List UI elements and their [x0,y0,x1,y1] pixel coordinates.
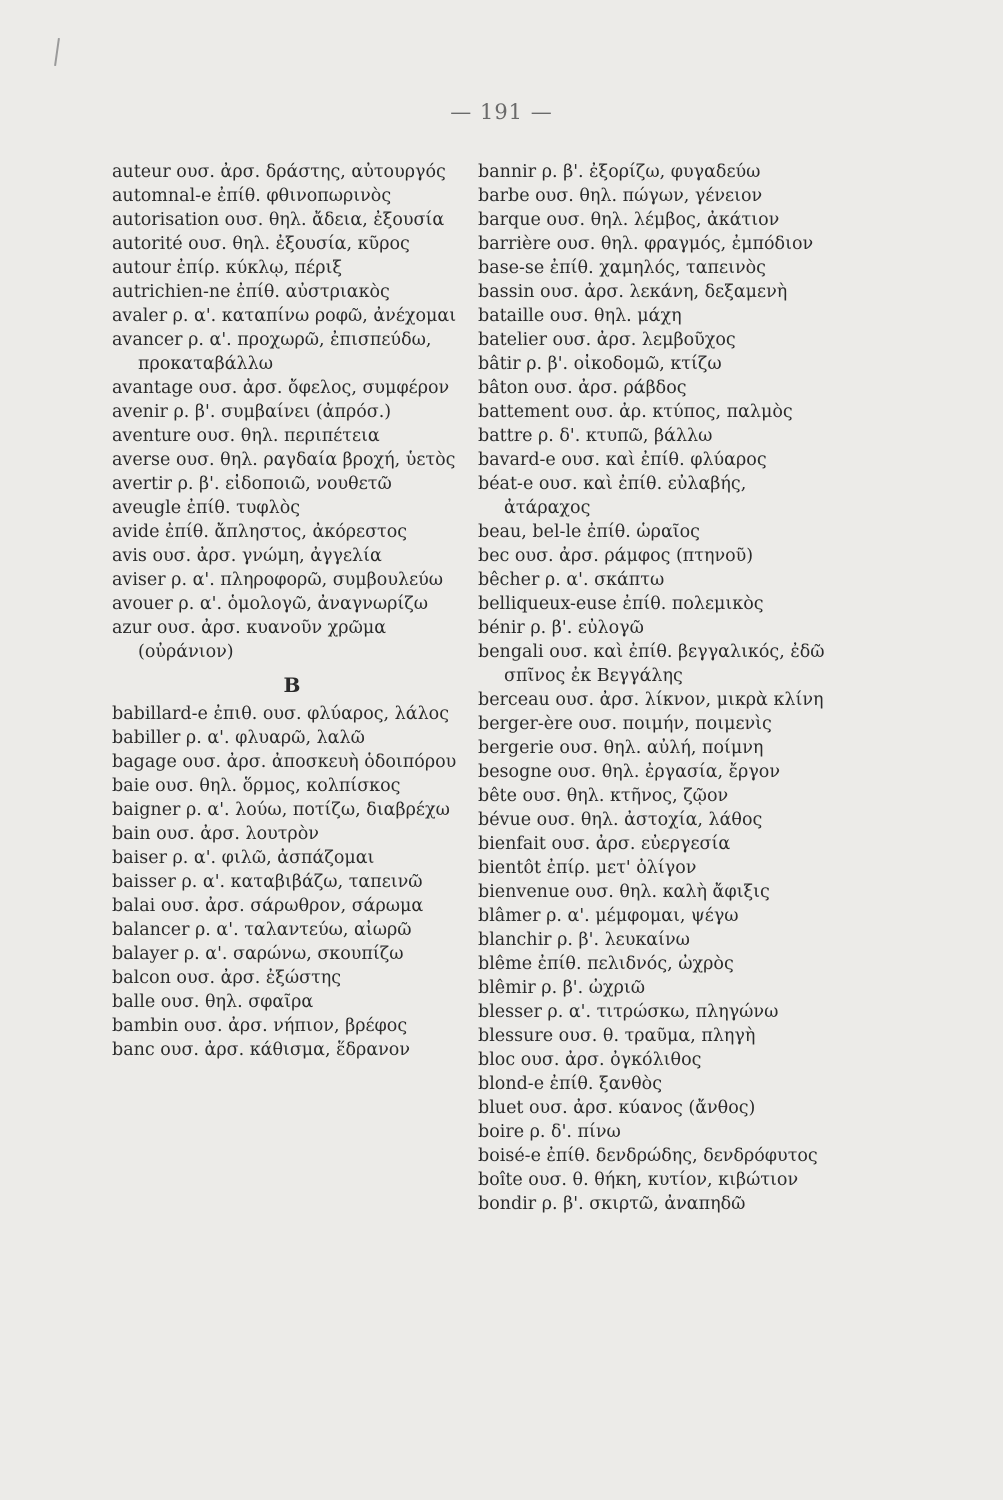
dictionary-entry: barque ουσ. θηλ. λέμβος, ἀκάτιον [478,210,780,230]
dictionary-entry: boisé-e ἐπίθ. δενδρώδης, δενδρόφυτος [478,1146,818,1166]
letter-heading: B [283,673,301,697]
dictionary-entry: baigner ρ. α'. λούω, ποτίζω, διαβρέχω [112,800,450,820]
dictionary-entry: avantage ουσ. ἀρσ. ὄφελος, συμφέρον [112,378,450,398]
dictionary-entry: auteur ουσ. ἀρσ. δράστης, αὐτουργός [112,162,446,182]
dictionary-entry: bloc ουσ. ἀρσ. ὀγκόλιθος [478,1050,702,1070]
page-number: — 191 — [450,100,553,124]
dictionary-entry: aviser ρ. α'. πληροφορῶ, συμβουλεύω [112,570,444,590]
dictionary-entry: bavard-e ουσ. καὶ ἐπίθ. φλύαρος [478,450,767,470]
dictionary-entry: bluet ουσ. ἀρσ. κύανος (ἄνθος) [478,1098,756,1118]
dictionary-entry: battement ουσ. ἀρ. κτύπος, παλμὸς [478,402,793,422]
dictionary-entry: berger-ère ουσ. ποιμήν, ποιμενὶς [478,714,772,734]
dictionary-entry: béat-e ουσ. καὶ ἐπίθ. εὐλαβής, ἀτάραχος [478,474,747,518]
dictionary-entry: besogne ουσ. θηλ. ἐργασία, ἔργον [478,762,780,782]
dictionary-entry: babiller ρ. α'. φλυαρῶ, λαλῶ [112,728,365,748]
dictionary-entry: bêcher ρ. α'. σκάπτω [478,570,665,590]
dictionary-entry: barrière ουσ. θηλ. φραγμός, ἐμπόδιον [478,234,814,254]
dictionary-entry: aventure ουσ. θηλ. περιπέτεια [112,426,380,446]
dictionary-entry: boîte ουσ. θ. θήκη, κυτίον, κιβώτιον [478,1170,799,1190]
dictionary-entry: baisser ρ. α'. καταβιβάζω, ταπεινῶ [112,872,423,892]
dictionary-entry: bâton ουσ. ἀρσ. ράβδος [478,378,687,398]
dictionary-entry: baie ουσ. θηλ. ὅρμος, κολπίσκος [112,776,401,796]
dictionary-entry: bâtir ρ. β'. οἰκοδομῶ, κτίζω [478,354,722,374]
dictionary-entry: blessure ουσ. θ. τραῦμα, πληγὴ [478,1026,756,1046]
dictionary-entry: baiser ρ. α'. φιλῶ, ἀσπάζομαι [112,848,375,868]
left-entries-after-heading [112,702,472,1062]
dictionary-entry: blanchir ρ. β'. λευκαίνω [478,930,690,950]
dictionary-entry: bergerie ουσ. θηλ. αὐλή, ποίμνη [478,738,764,758]
dictionary-entry: autorisation ουσ. θηλ. ἄδεια, ἐξουσία [112,210,445,230]
dictionary-entry: bengali ουσ. καὶ ἐπίθ. βεγγαλικός, ἐδῶ σπῖνος ἐκ Βεγγάλης [478,642,825,686]
dictionary-entry: blême ἐπίθ. πελιδνός, ὠχρὸς [478,954,734,974]
dictionary-entry: blêmir ρ. β'. ὠχριῶ [478,978,646,998]
dictionary-entry: bain ουσ. ἀρσ. λουτρὸν [112,824,319,844]
dictionary-entry: automnal-e ἐπίθ. φθινοπωρινὸς [112,186,392,206]
dictionary-entry: beau, bel-le ἐπίθ. ὡραῖος [478,522,700,542]
dictionary-entry: avis ουσ. ἀρσ. γνώμη, ἀγγελία [112,546,382,566]
dictionary-entry: avertir ρ. β'. εἰδοποιῶ, νουθετῶ [112,474,392,494]
dictionary-entry: barbe ουσ. θηλ. πώγων, γένειον [478,186,763,206]
dictionary-entry: bévue ουσ. θηλ. ἀστοχία, λάθος [478,810,763,830]
dictionary-entry: bataille ουσ. θηλ. μάχη [478,306,682,326]
dictionary-entry: azur ουσ. ἀρσ. κυανοῦν χρῶμα (οὐράνιον) [112,618,387,662]
dictionary-entry: bambin ουσ. ἀρσ. νήπιον, βρέφος [112,1016,408,1036]
dictionary-entry: blesser ρ. α'. τιτρώσκω, πληγώνω [478,1002,779,1022]
dictionary-entry: bienvenue ουσ. θηλ. καλὴ ἄφιξις [478,882,770,902]
dictionary-entry: bannir ρ. β'. ἐξορίζω, φυγαδεύω [478,162,761,182]
dictionary-entry: battre ρ. δ'. κτυπῶ, βάλλω [478,426,713,446]
dictionary-entry: bassin ουσ. ἀρσ. λεκάνη, δεξαμενὴ [478,282,788,302]
left-entries-before-heading [112,160,472,664]
right-entries [478,160,838,1216]
dictionary-entry: blâmer ρ. α'. μέμφομαι, ψέγω [478,906,739,926]
dictionary-entry: autrichien-ne ἐπίθ. αὐστριακὸς [112,282,390,302]
dictionary-entry: bondir ρ. β'. σκιρτῶ, ἀναπηδῶ [478,1194,746,1214]
dictionary-entry: avaler ρ. α'. καταπίνω ροφῶ, ἀνέχομαι [112,306,457,326]
dictionary-entry: batelier ουσ. ἀρσ. λεμβοῦχος [478,330,736,350]
dictionary-entry: bagage ουσ. ἀρσ. ἀποσκευὴ ὁδοιπόρου [112,752,457,772]
dictionary-entry: balle ουσ. θηλ. σφαῖρα [112,992,314,1012]
dictionary-entry: averse ουσ. θηλ. ραγδαία βροχή, ὑετὸς [112,450,456,470]
dictionary-entry: banc ουσ. ἀρσ. κάθισμα, ἕδρανον [112,1040,410,1060]
margin-mark [54,38,60,66]
dictionary-entry: babillard-e ἐπιθ. ουσ. φλύαρος, λάλος [112,704,450,724]
dictionary-entry: balancer ρ. α'. ταλαντεύω, αἰωρῶ [112,920,412,940]
dictionary-entry: boire ρ. δ'. πίνω [478,1122,621,1142]
left-column [112,160,472,1062]
dictionary-entry: balcon ουσ. ἀρσ. ἐξώστης [112,968,342,988]
dictionary-entry: autour ἐπίρ. κύκλῳ, πέριξ [112,258,342,278]
right-column [478,160,838,1216]
dictionary-entry: bientôt ἐπίρ. μετ' ὀλίγον [478,858,697,878]
dictionary-entry: bête ουσ. θηλ. κτῆνος, ζῷον [478,786,729,806]
dictionary-entry: balai ουσ. ἀρσ. σάρωθρον, σάρωμα [112,896,424,916]
dictionary-entry: avide ἐπίθ. ἄπληστος, ἀκόρεστος [112,522,408,542]
dictionary-entry: autorité ουσ. θηλ. ἐξουσία, κῦρος [112,234,410,254]
dictionary-entry: base-se ἐπίθ. χαμηλός, ταπεινὸς [478,258,766,278]
dictionary-entry: avenir ρ. β'. συμβαίνει (ἀπρόσ.) [112,402,392,422]
dictionary-entry: avancer ρ. α'. προχωρῶ, ἐπισπεύδω, προκαταβάλλω [112,330,432,374]
dictionary-entry: bénir ρ. β'. εὐλογῶ [478,618,644,638]
dictionary-entry: aveugle ἐπίθ. τυφλὸς [112,498,301,518]
dictionary-entry: avouer ρ. α'. ὁμολογῶ, ἀναγνωρίζω [112,594,429,614]
dictionary-entry: berceau ουσ. ἀρσ. λίκνον, μικρὰ κλίνη [478,690,824,710]
dictionary-entry: bienfait ουσ. ἀρσ. εὐεργεσία [478,834,731,854]
dictionary-entry: belliqueux-euse ἐπίθ. πολεμικὸς [478,594,764,614]
dictionary-entry: blond-e ἐπίθ. ξανθὸς [478,1074,663,1094]
dictionary-entry: balayer ρ. α'. σαρώνω, σκουπίζω [112,944,404,964]
dictionary-entry: bec ουσ. ἀρσ. ράμφος (πτηνοῦ) [478,546,754,566]
